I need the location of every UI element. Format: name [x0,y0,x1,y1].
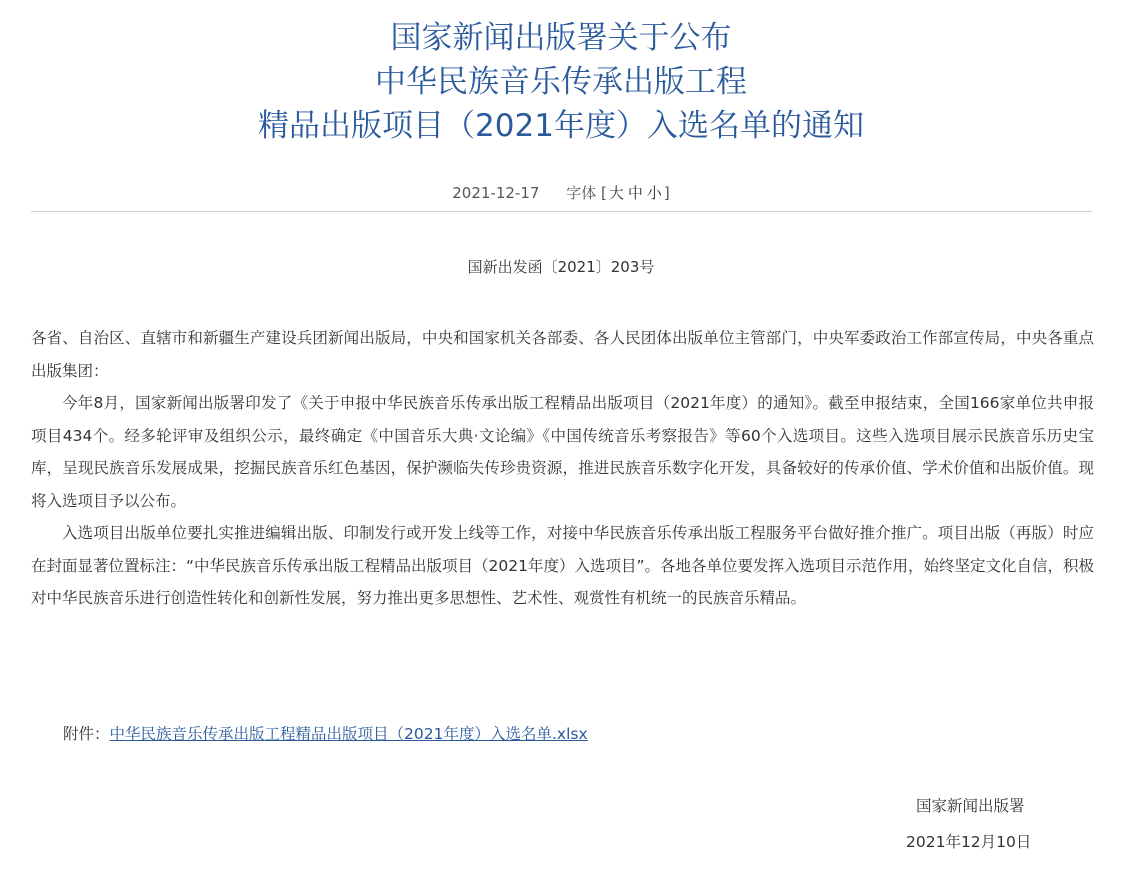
signature-date: 2021年12月10日 [906,833,1032,851]
publish-date: 2021-12-17 [452,184,540,202]
article-title-line-3: 精品出版项目（2021年度）入选名单的通知 [258,108,864,144]
font-size-small-button[interactable]: 小 [646,184,662,202]
font-size-label: 字体 [566,184,597,202]
font-size-switcher [566,184,670,202]
font-size-bracket-open: [ [601,184,607,202]
document-number: 国新出发函〔2021〕203号 [467,258,655,276]
salutation: 各省、自治区、直辖市和新疆生产建设兵团新闻出版局，中央和国家机关各部委、各人民团体出版单位主管部门，中央军委政治工作部宣传局，中央各重点出版集团： [31,329,1094,380]
article-body [31,322,1094,615]
font-size-medium-button[interactable]: 中 [627,184,643,202]
article-title-line-1: 国家新闻出版署关于公布 [390,20,732,56]
font-size-bracket-close: ] [663,184,670,202]
header-divider [31,211,1092,212]
signature-organization: 国家新闻出版署 [916,797,1025,815]
attachment [63,720,588,748]
font-size-large-button[interactable]: 大 [608,184,624,202]
article-meta [0,181,1122,205]
body-paragraph-2: 入选项目出版单位要扎实推进编辑出版、印制发行或开发上线等工作，对接中华民族音乐传承出版工程服务平台做好推介推广。项目出版（再版）时应在封面显著位置标注：“中华民族音乐传承出版工程精品出版项目（2021年度）入选项目”。各地各单位要发挥入选项目示范作用，始终坚定文化自信，积极对中华民族音乐进行创造性转化和创新性发展，努力推出更多思想性、艺术性、观赏性有机统一的民族音乐精品。 [31,524,1095,607]
attachment-link[interactable]: 中华民族音乐传承出版工程精品出版项目（2021年度）入选名单.xlsx [109,725,588,743]
article-title [0,16,1122,148]
article-title-line-2: 中华民族音乐传承出版工程 [375,64,747,100]
body-paragraph-1: 今年8月，国家新闻出版署印发了《关于申报中华民族音乐传承出版工程精品出版项目（2021年度）的通知》。截至申报结束，全国166家单位共申报项目434个。经多轮评审及组织公示，最终确定《中国音乐大典·文论编》《中国传统音乐考察报告》等60个入选项目。这些入选项目展示民族音乐历史宝库，呈现民族音乐发展成果，挖掘民族音乐红色基因，保护濒临失传珍贵资源，推进民族音乐数字化开发，具备较好的传承价值、学术价值和出版价值。现将入选项目予以公布。 [31,394,1094,510]
attachment-label: 附件： [63,725,110,743]
